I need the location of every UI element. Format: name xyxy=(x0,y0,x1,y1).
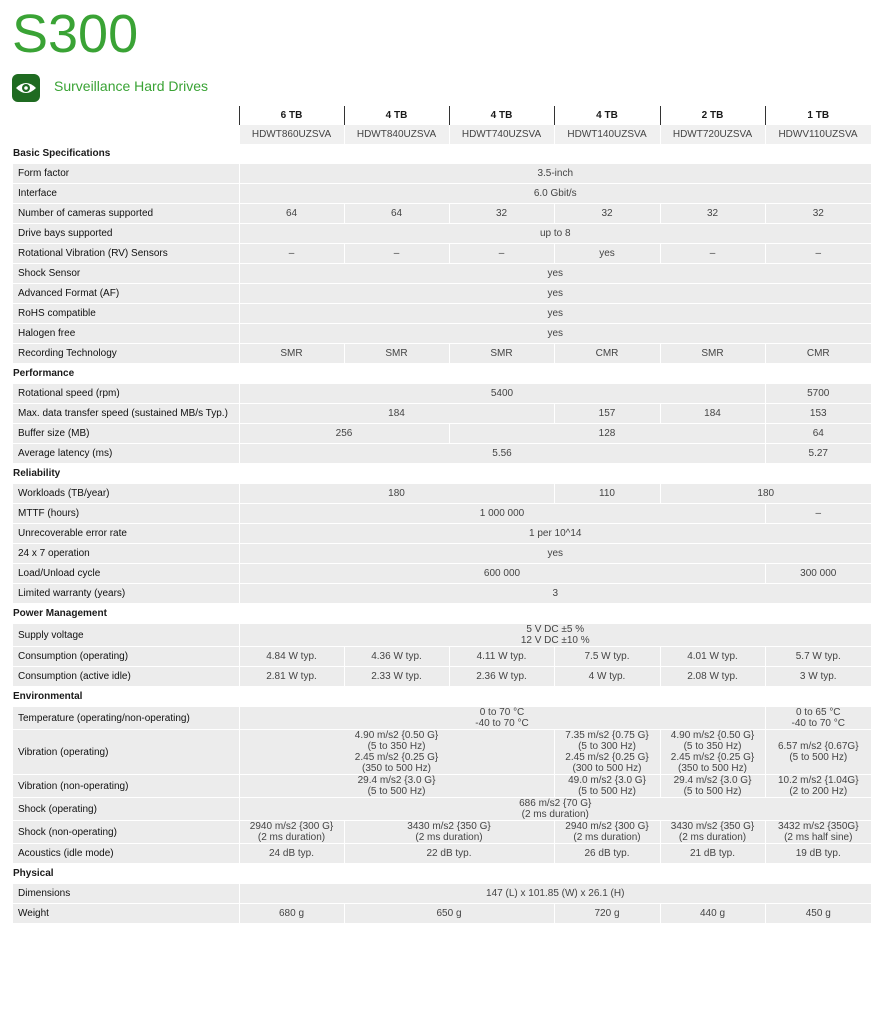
cell: – xyxy=(239,244,344,264)
row-label: Buffer size (MB) xyxy=(13,424,239,444)
cell: 22 dB typ. xyxy=(344,844,554,864)
model-header: HDWT720UZSVA xyxy=(660,125,765,144)
cell xyxy=(239,775,554,798)
row-label: 24 x 7 operation xyxy=(13,544,239,564)
cell: 180 xyxy=(660,484,871,504)
cell: – xyxy=(765,504,871,524)
cell xyxy=(554,775,660,798)
model-header: HDWV110UZSVA xyxy=(765,125,871,144)
row-label: Max. data transfer speed (sustained MB/s Typ.) xyxy=(13,404,239,424)
cell-line: 2.45 m/s2 {0.25 G} xyxy=(354,752,439,763)
cell xyxy=(660,775,765,798)
cell: 157 xyxy=(554,404,660,424)
cell-line: 10.2 m/s2 {1.04G} xyxy=(777,775,859,786)
cell-line: 2.45 m/s2 {0.25 G} xyxy=(670,752,755,763)
row-label: Rotational Vibration (RV) Sensors xyxy=(13,244,239,264)
cell-line: (300 to 500 Hz) xyxy=(572,763,642,774)
cell-line: (5 to 500 Hz) xyxy=(367,786,426,797)
cell-line: (2 ms duration) xyxy=(521,809,589,820)
cell: SMR xyxy=(449,344,554,364)
cell: 24 dB typ. xyxy=(239,844,344,864)
cell: SMR xyxy=(239,344,344,364)
cell: 7.5 W typ. xyxy=(554,647,660,667)
cell: 3.5-inch xyxy=(239,164,871,184)
cell-line: (2 ms half sine) xyxy=(784,832,853,843)
cell: SMR xyxy=(344,344,449,364)
cell: 64 xyxy=(344,204,449,224)
cell-line: 4.90 m/s2 {0.50 G} xyxy=(670,730,755,741)
table-row xyxy=(13,647,871,667)
table-row xyxy=(13,798,871,821)
page-title: S300 xyxy=(12,4,139,64)
cell xyxy=(239,730,554,775)
cell: SMR xyxy=(660,344,765,364)
cell: 32 xyxy=(660,204,765,224)
page-subtitle: Surveillance Hard Drives xyxy=(54,78,209,94)
table-row xyxy=(13,244,871,264)
cell: 4.11 W typ. xyxy=(449,647,554,667)
cell: 3 W typ. xyxy=(765,667,871,687)
cell: 4.36 W typ. xyxy=(344,647,449,667)
cell xyxy=(554,821,660,844)
cell-line: 4.90 m/s2 {0.50 G} xyxy=(354,730,439,741)
row-label: Load/Unload cycle xyxy=(13,564,239,584)
row-label: Workloads (TB/year) xyxy=(13,484,239,504)
cell-line: (2 ms duration) xyxy=(257,832,326,843)
table-row xyxy=(13,224,871,244)
cell-line: -40 to 70 °C xyxy=(791,718,845,729)
cell: 64 xyxy=(239,204,344,224)
cell: 110 xyxy=(554,484,660,504)
cell-line: 3430 m/s2 {350 G} xyxy=(407,821,491,832)
table-row xyxy=(13,564,871,584)
cell: CMR xyxy=(554,344,660,364)
table-row xyxy=(13,184,871,204)
table-row xyxy=(13,444,871,464)
cell: – xyxy=(660,244,765,264)
cell: 26 dB typ. xyxy=(554,844,660,864)
cell: 184 xyxy=(239,404,554,424)
table-row xyxy=(13,264,871,284)
cell-line: (2 to 200 Hz) xyxy=(789,786,848,797)
cell: 21 dB typ. xyxy=(660,844,765,864)
cell: – xyxy=(449,244,554,264)
cell: 3 xyxy=(239,584,871,604)
cell: 5.27 xyxy=(765,444,871,464)
cell-line: 2940 m/s2 {300 G} xyxy=(565,821,649,832)
model-header: HDWT860UZSVA xyxy=(239,125,344,144)
capacity-header: 6 TB xyxy=(239,106,344,125)
cell: 1 per 10^14 xyxy=(239,524,871,544)
row-label: Shock Sensor xyxy=(13,264,239,284)
cell-line: -40 to 70 °C xyxy=(475,718,529,729)
capacity-header: 2 TB xyxy=(660,106,765,125)
row-label: Halogen free xyxy=(13,324,239,344)
table-row xyxy=(13,304,871,324)
cell-line: 49.0 m/s2 {3.0 G} xyxy=(568,775,646,786)
table-row xyxy=(13,404,871,424)
cell: 5400 xyxy=(239,384,765,404)
section-heading: Physical xyxy=(13,868,54,879)
cell-line: (350 to 500 Hz) xyxy=(362,763,431,774)
cell-line: 686 m/s2 {70 G} xyxy=(519,798,592,809)
cell: 440 g xyxy=(660,904,765,924)
cell-line: 12 V DC ±10 % xyxy=(520,635,590,646)
cell-line: (2 ms duration) xyxy=(415,832,483,843)
section-heading: Reliability xyxy=(13,468,61,479)
cell: 147 (L) x 101.85 (W) x 26.1 (H) xyxy=(239,884,871,904)
section-heading: Power Management xyxy=(13,608,107,619)
capacity-header: 1 TB xyxy=(807,110,830,121)
row-label: Recording Technology xyxy=(13,344,239,364)
cell-line: (350 to 500 Hz) xyxy=(678,763,747,774)
cell-line: (5 to 500 Hz) xyxy=(578,786,636,797)
cell-line: (5 to 500 Hz) xyxy=(789,752,848,763)
cell: yes xyxy=(239,324,871,344)
cell: 32 xyxy=(765,204,871,224)
cell: 4.84 W typ. xyxy=(239,647,344,667)
cell: CMR xyxy=(765,344,871,364)
cell xyxy=(765,775,871,798)
row-label: Vibration (non-operating) xyxy=(13,775,239,798)
table-row xyxy=(13,584,871,604)
section-heading: Environmental xyxy=(13,691,83,702)
row-label: Interface xyxy=(13,184,239,204)
model-header: HDWT740UZSVA xyxy=(449,125,554,144)
cell: 5700 xyxy=(765,384,871,404)
table-row xyxy=(13,484,871,504)
row-label: Drive bays supported xyxy=(13,224,239,244)
table-row xyxy=(13,204,871,224)
eye-icon xyxy=(12,74,40,102)
cell: 2.33 W typ. xyxy=(344,667,449,687)
cell: 650 g xyxy=(344,904,554,924)
cell: 4.01 W typ. xyxy=(660,647,765,667)
cell-line: 6.57 m/s2 {0.67G} xyxy=(777,741,859,752)
cell-line: 0 to 65 °C xyxy=(795,707,841,718)
row-label: Vibration (operating) xyxy=(13,730,239,775)
cell: yes xyxy=(239,264,871,284)
row-label: MTTF (hours) xyxy=(13,504,239,524)
cell xyxy=(765,821,871,844)
table-row xyxy=(13,707,871,730)
cell-line: 2940 m/s2 {300 G} xyxy=(249,821,334,832)
cell xyxy=(554,730,660,775)
table-row xyxy=(13,667,871,687)
row-label: Average latency (ms) xyxy=(13,444,239,464)
table-row xyxy=(13,344,871,364)
cell: 2.81 W typ. xyxy=(239,667,344,687)
cell-line: 3430 m/s2 {350 G} xyxy=(670,821,755,832)
cell: 153 xyxy=(765,404,871,424)
cell-line: (2 ms duration) xyxy=(573,832,641,843)
cell-line: (5 to 350 Hz) xyxy=(367,741,426,752)
cell: 680 g xyxy=(239,904,344,924)
table-row xyxy=(13,544,871,564)
cell: 32 xyxy=(449,204,554,224)
spec-table xyxy=(13,106,872,924)
cell: 2.08 W typ. xyxy=(660,667,765,687)
cell: 5.7 W typ. xyxy=(765,647,871,667)
cell: 450 g xyxy=(765,904,871,924)
cell: 2.36 W typ. xyxy=(449,667,554,687)
cell: 19 dB typ. xyxy=(765,844,871,864)
capacity-header-row xyxy=(13,106,871,125)
row-label: Form factor xyxy=(13,164,239,184)
cell-line: (2 ms duration) xyxy=(678,832,747,843)
cell: yes xyxy=(239,284,871,304)
table-row xyxy=(13,524,871,544)
cell-line: 29.4 m/s2 {3.0 G} xyxy=(357,775,436,786)
row-label: Dimensions xyxy=(13,884,239,904)
cell-line: 5 V DC ±5 % xyxy=(526,624,585,635)
row-label: Acoustics (idle mode) xyxy=(13,844,239,864)
model-header: HDWT840UZSVA xyxy=(344,125,449,144)
cell xyxy=(239,707,765,730)
table-row xyxy=(13,821,871,844)
cell: 128 xyxy=(449,424,765,444)
cell: yes xyxy=(239,304,871,324)
capacity-header: 4 TB xyxy=(554,106,660,125)
cell: 180 xyxy=(239,484,554,504)
row-label: Number of cameras supported xyxy=(13,204,239,224)
cell xyxy=(239,821,344,844)
model-header: HDWT140UZSVA xyxy=(554,125,660,144)
cell: 32 xyxy=(554,204,660,224)
table-row xyxy=(13,504,871,524)
row-label: Weight xyxy=(13,904,239,924)
cell: 256 xyxy=(239,424,449,444)
cell: 64 xyxy=(765,424,871,444)
model-header-row xyxy=(13,125,871,144)
table-row xyxy=(13,624,871,647)
row-label: Shock (non-operating) xyxy=(13,821,239,844)
cell-line: (5 to 350 Hz) xyxy=(683,741,742,752)
section-heading: Performance xyxy=(13,368,75,379)
cell xyxy=(344,821,554,844)
cell: 1 000 000 xyxy=(239,504,765,524)
row-label: Limited warranty (years) xyxy=(13,584,239,604)
row-label: Consumption (active idle) xyxy=(13,667,239,687)
cell: yes xyxy=(554,244,660,264)
cell-line: 3432 m/s2 {350G} xyxy=(777,821,859,832)
cell: – xyxy=(765,244,871,264)
cell: 600 000 xyxy=(239,564,765,584)
row-label: RoHS compatible xyxy=(13,304,239,324)
cell: 4 W typ. xyxy=(554,667,660,687)
cell: 720 g xyxy=(554,904,660,924)
table-row xyxy=(13,384,871,404)
row-label: Temperature (operating/non-operating) xyxy=(13,707,239,730)
cell-line: 7.35 m/s2 {0.75 G} xyxy=(565,730,649,741)
table-row xyxy=(13,284,871,304)
row-label: Advanced Format (AF) xyxy=(13,284,239,304)
capacity-header: 4 TB xyxy=(344,106,449,125)
cell xyxy=(660,821,765,844)
cell xyxy=(660,730,765,775)
cell xyxy=(765,730,871,775)
cell-line: (5 to 300 Hz) xyxy=(578,741,636,752)
table-row xyxy=(13,424,871,444)
cell: 5.56 xyxy=(239,444,765,464)
cell-line: 2.45 m/s2 {0.25 G} xyxy=(565,752,649,763)
table-row xyxy=(13,775,871,798)
cell: up to 8 xyxy=(239,224,871,244)
table-row xyxy=(13,324,871,344)
table-row xyxy=(13,884,871,904)
table-row xyxy=(13,844,871,864)
cell: 6.0 Gbit/s xyxy=(239,184,871,204)
row-label: Consumption (operating) xyxy=(13,647,239,667)
capacity-header: 4 TB xyxy=(449,106,554,125)
cell: yes xyxy=(239,544,871,564)
section-heading: Basic Specifications xyxy=(13,148,111,159)
cell-line: 29.4 m/s2 {3.0 G} xyxy=(673,775,752,786)
cell: – xyxy=(344,244,449,264)
row-label: Shock (operating) xyxy=(13,798,239,821)
cell: 300 000 xyxy=(765,564,871,584)
cell xyxy=(765,707,871,730)
cell xyxy=(239,624,871,647)
cell: 184 xyxy=(660,404,765,424)
cell-line: 0 to 70 °C xyxy=(479,707,525,718)
table-row xyxy=(13,164,871,184)
row-label: Supply voltage xyxy=(13,624,239,647)
cell-line: (5 to 500 Hz) xyxy=(683,786,742,797)
row-label: Unrecoverable error rate xyxy=(13,524,239,544)
table-row xyxy=(13,730,871,775)
table-row xyxy=(13,904,871,924)
cell xyxy=(239,798,871,821)
row-label: Rotational speed (rpm) xyxy=(13,384,239,404)
